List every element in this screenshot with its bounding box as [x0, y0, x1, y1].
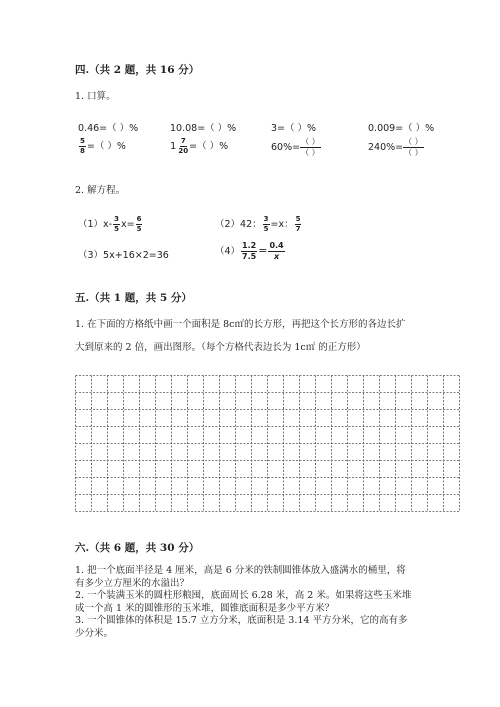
fraction: $\frac{5}{8}$ — [80, 137, 85, 155]
calc-item-6: 1 $\frac{7}{20}$ =（ ）% — [170, 137, 229, 155]
s6-line: 1. 把一个底面半径是 4 厘米，高是 6 分米的铁制圆锥体放入盛满水的桶里，将 — [75, 565, 406, 576]
fraction: $\frac{0.4}{x}$ — [269, 241, 284, 261]
fraction: $\frac{3}{5}$ — [263, 215, 269, 233]
equation-1: （1）x- $\frac{3}{5}$ x= $\frac{6}{5}$ — [78, 215, 142, 233]
fraction: $\frac{3}{5}$ — [114, 215, 119, 233]
calc-item-5: $\frac{5}{8}$ =（ ）% — [80, 137, 126, 155]
s5-question-line: 1. 在下面的方格纸中画一个面积是 8c㎡的长方形，再把这个长方形的各边长扩 — [75, 319, 406, 330]
calc-item-1: 0.46=（ ）% — [78, 123, 139, 134]
section6-title: 六.（共 6 题，共 30 分） — [75, 542, 200, 554]
fraction: $\frac{1.2}{7.5}$ — [242, 241, 257, 261]
fraction: $\frac{7}{20}$ — [178, 137, 189, 155]
q2-label: 2. 解方程。 — [75, 185, 126, 196]
q1-label: 1. 口算。 — [75, 91, 116, 102]
fraction: $\frac{5}{7}$ — [295, 215, 301, 233]
calc-item-3: 3=（ ）% — [271, 123, 317, 134]
fraction: $\frac{6}{5}$ — [136, 215, 142, 233]
blank-fraction: （ ） （ ） — [301, 137, 320, 157]
equation-4: （4） $\frac{1.2}{7.5}$ = $\frac{0.4}{x}$ — [215, 241, 284, 261]
s5-question-line: 大到原来的 2 倍，画出图形。（每个方格代表边长为 1c㎡ 的正方形） — [75, 342, 366, 353]
blank-fraction: （ ） （ ） — [404, 137, 423, 157]
s6-questions — [75, 565, 411, 640]
section5-title: 五.（共 1 题，共 5 分） — [75, 292, 192, 304]
calc-item-2: 10.08=（ ）% — [170, 123, 237, 134]
s6-line: 成一个高 1 米的圆锥形的玉米堆，圆锥底面积是多少平方米？ — [75, 602, 335, 614]
calc-item-7: 60%= （ ） （ ） — [271, 137, 320, 157]
s6-line: 2. 一个装满玉米的圆柱形粮囤，底面周长 6.28 米，高 2 米。如果将这些玉米堆 — [75, 590, 412, 601]
s6-line: 有多少立方厘米的水溢出？ — [75, 577, 190, 589]
equation-3: （3）5x+16×2=36 — [78, 250, 169, 261]
equation-2: （2）42： $\frac{3}{5}$ =x： $\frac{5}{7}$ — [215, 215, 301, 233]
calc-item-4: 0.009=（ ）% — [368, 123, 435, 134]
section4-title: 四.（共 2 题，共 16 分） — [75, 64, 200, 76]
s6-line: 3. 一个圆锥体的体积是 15.7 立方分米，底面积是 3.14 平方分米，它的高有多 — [75, 615, 408, 626]
calc-item-8: 240%= （ ） （ ） — [368, 137, 423, 157]
s6-line: 少分米。 — [75, 627, 114, 639]
grid-paper[interactable] — [75, 375, 460, 512]
